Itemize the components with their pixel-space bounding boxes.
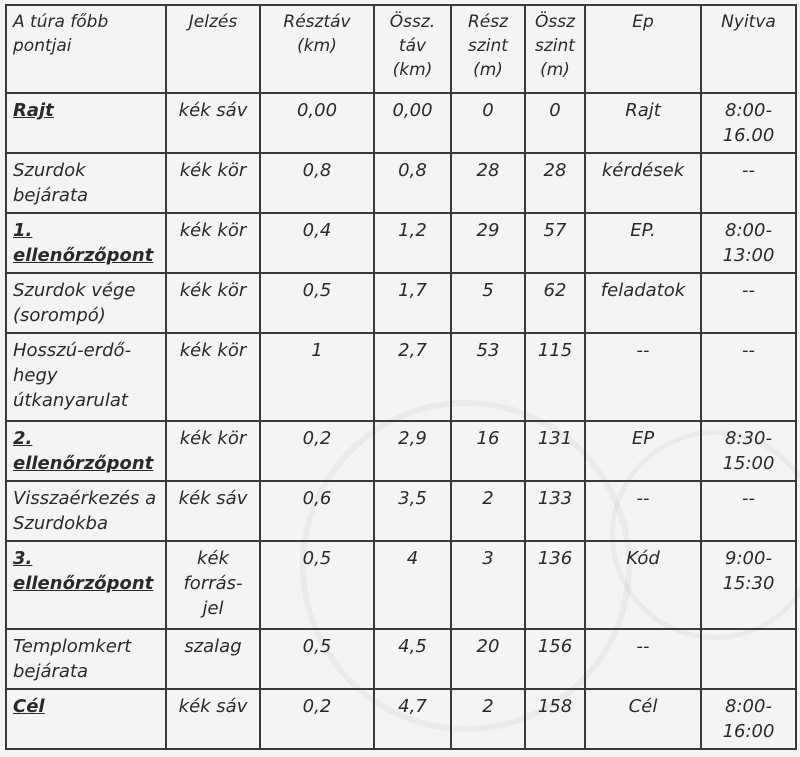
cell-total-ascent [525,153,585,213]
cell-marking-text: kék kör [179,220,247,241]
cell-point [6,481,166,541]
header-marking: Jelzés [166,5,260,93]
cell-total-distance-text: 1,2 [398,220,427,241]
cell-leg-ascent-text: 53 [476,340,500,361]
cell-ep-text: -- [636,488,650,509]
cell-total-ascent [525,541,585,629]
cell-total-distance-text: 4,5 [398,636,427,657]
cell-point-text: Rajt [13,100,54,121]
cell-total-distance-text: 0,8 [398,160,427,181]
cell-leg-ascent-text: 20 [476,636,500,657]
cell-total-distance [374,333,451,421]
cell-ep-text: EP [631,428,655,449]
cell-total-ascent [525,481,585,541]
cell-point-text: Szurdok vége (sorompó) [13,280,136,326]
cell-open [701,213,796,273]
cell-total-ascent [525,629,585,689]
cell-leg-distance-text: 0,2 [302,696,332,717]
header-row [6,5,796,93]
cell-leg-distance-text: 0,00 [296,100,338,121]
cell-total-ascent [525,689,585,749]
header-total-ascent: Össz szint (m) [525,5,585,93]
cell-total-ascent-text: 0 [549,100,561,121]
cell-open [701,689,796,749]
table-row [6,421,796,481]
cell-open [701,421,796,481]
cell-open-text: 9:00-15:30 [722,548,775,594]
cell-leg-ascent-text: 16 [476,428,500,449]
cell-total-distance-text: 4,7 [398,696,427,717]
table-row [6,629,796,689]
cell-marking-text: kék kör [179,280,247,301]
cell-point-text: 3. ellenőrzőpont [13,548,154,594]
cell-point-text: 1. ellenőrzőpont [13,220,154,266]
table-row [6,541,796,629]
cell-point [6,153,166,213]
cell-ep-text: EP. [630,220,656,241]
cell-total-ascent [525,93,585,153]
cell-total-distance [374,273,451,333]
cell-ep [585,333,701,421]
cell-ep-text: feladatok [600,280,686,301]
header-leg-distance: Résztáv (km) [260,5,374,93]
cell-open-text: 8:00-16.00 [722,100,775,146]
cell-open-text: 8:00-13:00 [722,220,775,266]
cell-point [6,629,166,689]
cell-open [701,273,796,333]
cell-ep [585,153,701,213]
cell-total-ascent-text: 158 [537,696,573,717]
cell-point-text: Templomkert bejárata [13,636,132,682]
cell-leg-ascent [451,153,525,213]
cell-leg-distance-text: 0,5 [302,636,332,657]
cell-total-distance [374,689,451,749]
cell-leg-distance-text: 0,4 [302,220,332,241]
cell-marking [166,481,260,541]
cell-total-distance-text: 4 [406,548,419,569]
cell-leg-distance-text: 0,5 [302,280,332,301]
cell-leg-distance [260,153,374,213]
cell-open [701,153,796,213]
table-row [6,481,796,541]
cell-ep [585,273,701,333]
cell-leg-ascent [451,629,525,689]
cell-total-distance [374,541,451,629]
cell-total-distance [374,629,451,689]
cell-marking [166,333,260,421]
cell-ep-text: Rajt [625,100,661,121]
cell-leg-ascent-text: 2 [482,488,494,509]
cell-total-distance [374,153,451,213]
cell-leg-ascent [451,689,525,749]
cell-open [701,629,796,689]
cell-leg-ascent-text: 28 [476,160,500,181]
cell-marking-text: kék sáv [178,488,248,509]
route-table [5,4,797,750]
cell-open-text: -- [742,280,755,301]
cell-leg-ascent [451,273,525,333]
cell-leg-distance-text: 0,8 [302,160,332,181]
cell-leg-distance [260,541,374,629]
cell-point-text: Visszaérkezés a Szurdokba [13,488,157,534]
cell-total-ascent [525,333,585,421]
cell-leg-ascent [451,481,525,541]
cell-leg-ascent-text: 2 [482,696,494,717]
cell-open-text: 8:30-15:00 [722,428,775,474]
cell-ep [585,689,701,749]
cell-marking [166,153,260,213]
cell-marking-text: szalag [184,636,242,657]
cell-leg-distance-text: 1 [311,340,323,361]
cell-leg-ascent-text: 0 [482,100,494,121]
cell-leg-ascent [451,213,525,273]
cell-open [701,541,796,629]
header-ep: Ep [585,5,701,93]
cell-leg-ascent [451,421,525,481]
header-open: Nyitva [701,5,796,93]
cell-ep [585,213,701,273]
cell-marking-text: kék kör [179,340,247,361]
cell-leg-distance [260,93,374,153]
cell-ep [585,629,701,689]
cell-point [6,93,166,153]
cell-ep-text: Kód [626,548,660,569]
cell-total-distance [374,421,451,481]
cell-marking-text: kék kör [179,428,247,449]
table-row [6,689,796,749]
cell-leg-ascent [451,541,525,629]
cell-open-text: -- [742,160,755,181]
cell-point-text: Szurdok bejárata [13,160,89,206]
cell-open [701,333,796,421]
cell-total-ascent-text: 57 [543,220,567,241]
cell-ep-text: -- [636,636,650,657]
cell-ep-text: -- [636,340,650,361]
cell-marking [166,689,260,749]
cell-leg-distance [260,273,374,333]
cell-point [6,333,166,421]
cell-leg-distance [260,481,374,541]
cell-total-ascent-text: 115 [537,340,573,361]
cell-ep [585,421,701,481]
cell-marking [166,541,260,629]
cell-open-text: -- [742,340,755,361]
table-row [6,153,796,213]
cell-point [6,689,166,749]
cell-leg-distance-text: 0,5 [302,548,332,569]
cell-leg-distance [260,421,374,481]
cell-ep [585,541,701,629]
cell-point-text: Hosszú-erdő-hegy útkanyarulat [13,340,132,411]
cell-total-distance-text: 2,9 [398,428,427,449]
cell-leg-distance [260,333,374,421]
cell-ep-text: Cél [628,696,658,717]
cell-total-ascent [525,213,585,273]
cell-leg-ascent [451,333,525,421]
cell-marking [166,421,260,481]
cell-total-ascent-text: 133 [537,488,573,509]
cell-marking [166,629,260,689]
cell-leg-distance [260,213,374,273]
cell-total-distance [374,213,451,273]
cell-open [701,93,796,153]
cell-point-text: Cél [13,696,45,717]
cell-total-ascent-text: 136 [537,548,573,569]
cell-point [6,541,166,629]
cell-total-ascent-text: 156 [537,636,573,657]
cell-leg-distance [260,629,374,689]
cell-total-distance-text: 1,7 [398,280,427,301]
cell-total-ascent-text: 28 [543,160,567,181]
cell-leg-distance-text: 0,2 [302,428,332,449]
cell-leg-ascent-text: 3 [482,548,494,569]
cell-marking [166,93,260,153]
cell-point [6,421,166,481]
cell-leg-ascent-text: 29 [476,220,500,241]
cell-open [701,481,796,541]
cell-open-text: 8:00-16:00 [722,696,775,742]
cell-total-ascent-text: 131 [537,428,573,449]
cell-leg-ascent [451,93,525,153]
cell-ep-text: kérdések [601,160,685,181]
header-leg-ascent: Rész szint (m) [451,5,525,93]
header-total-distance: Össz. táv (km) [374,5,451,93]
cell-marking-text: kék kör [179,160,247,181]
cell-total-ascent [525,273,585,333]
cell-total-distance [374,481,451,541]
table-row [6,333,796,421]
cell-total-ascent [525,421,585,481]
cell-marking-text: kék sáv [178,100,248,121]
cell-total-distance-text: 2,7 [398,340,427,361]
cell-point [6,273,166,333]
table-row [6,213,796,273]
cell-point [6,213,166,273]
header-points: A túra főbb pontjai [6,5,166,93]
table-row [6,93,796,153]
cell-marking [166,213,260,273]
cell-leg-ascent-text: 5 [482,280,494,301]
cell-total-ascent-text: 62 [543,280,567,301]
cell-marking [166,273,260,333]
cell-ep [585,93,701,153]
cell-total-distance-text: 3,5 [398,488,427,509]
cell-leg-distance-text: 0,6 [302,488,332,509]
cell-ep [585,481,701,541]
cell-marking-text: kék forrás-jel [183,548,243,619]
table-row [6,273,796,333]
cell-total-distance [374,93,451,153]
cell-point-text: 2. ellenőrzőpont [13,428,154,474]
cell-open-text: -- [742,488,755,509]
cell-marking-text: kék sáv [178,696,248,717]
cell-total-distance-text: 0,00 [392,100,433,121]
cell-leg-distance [260,689,374,749]
